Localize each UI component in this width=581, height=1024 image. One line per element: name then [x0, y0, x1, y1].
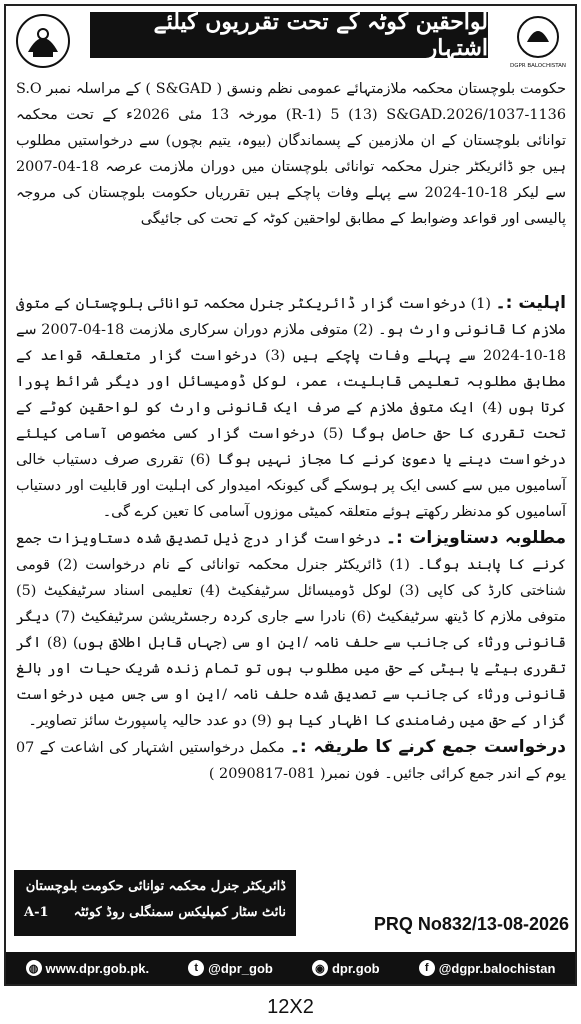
- facebook-handle: @dgpr.balochistan: [438, 960, 556, 976]
- dgpr-logo-text: DGPR BALOCHISTAN: [509, 63, 567, 69]
- contact-code: 1-A: [24, 905, 49, 920]
- documents-heading: مطلوبہ دستاویزات :۔: [386, 528, 566, 548]
- eligibility-heading: اہلیت :۔: [495, 293, 566, 313]
- government-emblem-icon: [14, 12, 72, 70]
- contact-block: [6, 862, 575, 952]
- dgpr-logo-icon: [509, 12, 567, 70]
- globe-icon: ◍: [26, 960, 42, 976]
- footer-twitter[interactable]: [188, 960, 273, 976]
- submission-heading: درخواست جمع کرنے کا طریقہ :۔: [289, 737, 566, 757]
- facebook-icon: f: [419, 960, 435, 976]
- ad-header: [6, 6, 575, 76]
- contact-office-line: ڈائریکٹر جنرل محکمہ توانائی حکومت بلوچستان: [25, 879, 286, 894]
- instagram-handle: dpr.gob: [331, 960, 380, 976]
- footer-facebook[interactable]: [419, 960, 556, 976]
- advertisement: [4, 4, 577, 986]
- submission-section: [16, 734, 566, 787]
- social-footer: [6, 952, 575, 984]
- ad-size-label: 12X2: [267, 996, 314, 1018]
- documents-section: [16, 525, 566, 734]
- eligibility-text: (1) درخواست گزار ڈائریکٹر جنرل محکمہ توانائی بلوچستان کے متوفی ملازم کا قانونی وارث ہو۔ (2) متوفی ملازم دوران سرکاری ملازمت 18-04-2007 سے 18-10-2024 سے پہلے وفات پاچکے ہیں (3) درخواست گزار متعلقہ قواعد کے مطابق مطلوبہ تعلیمی قابلیت، عمر، لوکل ڈومیسائل اور دیگر شرائط پورا کرتا ہوں (4) ایک متوفی ملازم کے صرف ایک قانونی وارث کو لواحقین کوٹے کے تحت تقرری کا حق حاصل ہوگا (5) درخواست گزار کسی مخصوص آسامی کیلئے درخواست دینے یا دعویٰ کرنے کا مجاز نہیں ہوگا (6) تقرری صرف دستیاب خالی آسامیوں میں سے کسی ایک پر ہوسکے گی کیونکہ امیدوار کی اہلیت اور قابلیت اور دستیاب آسامیوں کو مدنظر رکھتے ہوئے متعلقہ کمیٹی موزوں آسامی کا تعین کرے گی۔: [16, 296, 567, 520]
- instagram-icon: ◉: [312, 960, 328, 976]
- footer-website[interactable]: [26, 960, 150, 976]
- submission-text: مکمل درخواستیں اشتہار کی اشاعت کے 07 یوم کے اندر جمع کرائی جائیں۔ فون نمبر( 081-2090817 ): [16, 740, 566, 782]
- footer-instagram[interactable]: [312, 960, 380, 976]
- twitter-icon: t: [188, 960, 204, 976]
- eligibility-section: [16, 290, 566, 525]
- ad-body: [16, 76, 566, 787]
- ad-title: لواحقین کوٹہ کے تحت تقرریوں کیلئے اشتہار: [90, 12, 488, 58]
- intro-paragraph: حکومت بلوچستان محکمہ ملازمتہائے عمومی نظم ونسق ( S&GAD ) کے مراسلہ نمبر S.O (R-1) 5 (13) S&GAD.2026/1037-1136 مورخہ 13 مئی 2026ء کے تحت محکمہ توانائی بلوچستان کے ان ملازمین کے پسماندگان (بیوہ، یتیم بچوں) سے درخواستیں مطلوب ہیں جو ڈائریکٹر جنرل محکمہ توانائی بلوچستان میں دوران ملازمت عرصہ 18-04-2007 سے لیکر 18-10-2024 سے پہلے وفات پاچکے ہیں تقرریاں حکومت بلوچستان کی مروجہ پالیسی اور قواعد وضوابط کے مطابق لواحقین کوٹہ کے تحت کی جائیگی: [16, 81, 566, 227]
- contact-address-line: نائٹ سٹار کمپلیکس سمنگلی روڈ کوئٹہ: [73, 905, 286, 920]
- twitter-handle: @dpr_gob: [208, 960, 273, 976]
- documents-text: درخواست گزار درج ذیل تصدیق شدہ دستاویزات جمع کرنے کا پابند ہوگا۔ (1) ڈائریکٹر جنرل محکمہ توانائی کے نام درخواست (2) قومی شناختی کارڈ کی کاپی (3) لوکل ڈومیسائل سرٹیفکیٹ (4) تعلیمی اسناد سرٹیفکیٹ (5) متوفی ملازم کا ڈیتھ سرٹیفکیٹ (6) نادرا سے جاری کردہ رجسٹریشن سرٹیفکیٹ (7) دیگر قانونی ورثاء کی جانب سے حلف نامہ /این او سی (جہاں قابل اطلاق ہوں) (8) اگر تقرری بیٹے یا بیٹی کے حق میں مطلوب ہوں تو تمام زندہ شریک حیات اور بالغ قانونی ورثاء کی جانب سے تصدیق شدہ حلف نامہ /این او سی جس میں درخواست گزار کے حق میں رضامندی کا اظہار کیا ہو (9) دو عدد حالیہ پاسپورٹ سائز تصاویر۔: [16, 531, 566, 729]
- contact-address-box: [14, 870, 296, 936]
- website-text: www.dpr.gob.pk.: [45, 960, 150, 976]
- prq-number: PRQ No832/13-08-2026: [373, 914, 569, 934]
